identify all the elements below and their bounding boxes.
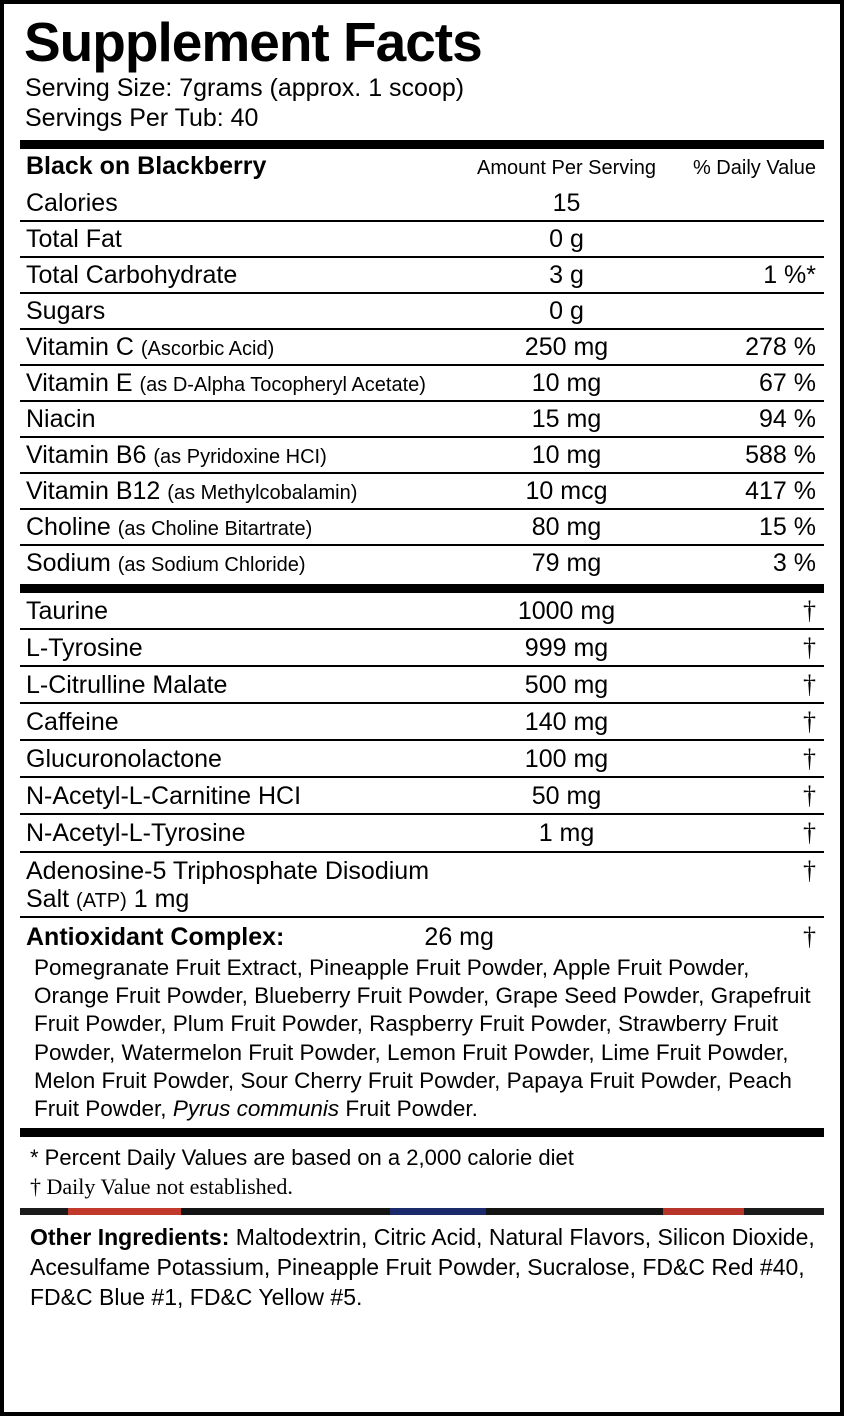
nutrient-sub: (as Sodium Chloride) bbox=[117, 553, 306, 576]
active-dv: † bbox=[674, 703, 824, 740]
nutrient-name: Total Carbohydrate bbox=[26, 260, 238, 289]
antioxidant-label: Antioxidant Complex: bbox=[26, 922, 285, 951]
color-bar-segment-blue bbox=[390, 1208, 486, 1215]
nutrient-name: Vitamin E bbox=[26, 368, 133, 397]
active-dv: † bbox=[674, 593, 824, 629]
table-row bbox=[20, 852, 824, 917]
table-row bbox=[20, 509, 824, 545]
nutrient-dv bbox=[674, 293, 824, 329]
nutrient-dv: 588 % bbox=[674, 437, 824, 473]
active-dv: † bbox=[674, 814, 824, 851]
nutrient-amount: 15 bbox=[459, 186, 674, 221]
active-name: L-Citrulline Malate bbox=[26, 671, 228, 700]
active-amount-inline: 1 mg bbox=[133, 884, 190, 913]
page-title: Supplement Facts bbox=[24, 11, 482, 73]
active-dv: † bbox=[674, 777, 824, 814]
nutrient-amount: 3 g bbox=[459, 257, 674, 293]
table-row bbox=[20, 629, 824, 666]
column-header-flavor: Black on Blackberry bbox=[26, 151, 267, 180]
active-sub: (ATP) bbox=[76, 889, 127, 912]
nutrient-amount: 0 g bbox=[459, 221, 674, 257]
servings-per-tub-line: Servings Per Tub: 40 bbox=[25, 103, 259, 132]
nutrient-sub: (Ascorbic Acid) bbox=[140, 337, 275, 360]
color-bar-segment-dark-4 bbox=[744, 1208, 824, 1215]
table-row bbox=[20, 666, 824, 703]
footnotes bbox=[20, 1137, 824, 1206]
nutrient-name: Sodium bbox=[26, 548, 111, 577]
nutrient-sub: (as Choline Bitartrate) bbox=[117, 517, 313, 540]
table-row bbox=[20, 186, 824, 221]
color-bar-segment-red bbox=[68, 1208, 181, 1215]
table-row bbox=[20, 545, 824, 580]
nutrient-name: Vitamin B12 bbox=[26, 476, 161, 505]
color-bar bbox=[20, 1208, 824, 1215]
actives-table bbox=[20, 593, 824, 918]
color-bar-segment-red-2 bbox=[663, 1208, 743, 1215]
nutrient-amount: 10 mg bbox=[459, 437, 674, 473]
active-dv: † bbox=[674, 852, 824, 917]
table-row bbox=[20, 740, 824, 777]
nutrient-amount: 0 g bbox=[459, 293, 674, 329]
nutrient-dv: 67 % bbox=[674, 365, 824, 401]
active-amount: 999 mg bbox=[459, 629, 674, 666]
active-amount: 50 mg bbox=[459, 777, 674, 814]
table-row bbox=[20, 593, 824, 629]
active-dv: † bbox=[674, 666, 824, 703]
nutrient-dv: 15 % bbox=[674, 509, 824, 545]
nutrient-dv: 94 % bbox=[674, 401, 824, 437]
antioxidant-ingredients bbox=[20, 952, 824, 1124]
nutrient-amount: 10 mg bbox=[459, 365, 674, 401]
nutrition-table bbox=[20, 149, 824, 580]
table-header-row bbox=[20, 149, 824, 186]
active-amount: 1000 mg bbox=[459, 593, 674, 629]
table-row bbox=[20, 221, 824, 257]
nutrient-sub: (as D-Alpha Tocopheryl Acetate) bbox=[139, 373, 426, 396]
active-amount: 1 mg bbox=[459, 814, 674, 851]
other-ingredients-text: Maltodextrin, Citric Acid, Natural Flavors, Silicon Dioxide, Acesulfame Potassium, Pineapple Fruit Powder, Sucralose, FD&C Red #40, FD&C Blue #1, FD&C Yellow #5. bbox=[30, 1224, 815, 1310]
active-amount-blank bbox=[459, 852, 674, 917]
active-name: Caffeine bbox=[26, 708, 119, 737]
table-row bbox=[20, 257, 824, 293]
nutrient-name: Vitamin B6 bbox=[26, 440, 147, 469]
nutrient-dv: 278 % bbox=[674, 329, 824, 365]
nutrient-amount: 10 mcg bbox=[459, 473, 674, 509]
nutrient-name: Niacin bbox=[26, 404, 96, 433]
table-row bbox=[20, 473, 824, 509]
antioxidant-ingredients-post: Fruit Powder. bbox=[339, 1096, 478, 1122]
nutrient-sub: (as Methylcobalamin) bbox=[167, 481, 358, 504]
nutrient-amount: 15 mg bbox=[459, 401, 674, 437]
nutrient-amount: 79 mg bbox=[531, 548, 602, 577]
active-amount: 100 mg bbox=[459, 740, 674, 777]
footnote-star: * Percent Daily Values are based on a 2,000 calorie diet bbox=[30, 1144, 574, 1170]
table-row bbox=[20, 401, 824, 437]
serving-size-line: Serving Size: 7grams (approx. 1 scoop) bbox=[25, 73, 465, 102]
nutrient-name: Choline bbox=[26, 512, 111, 541]
table-row bbox=[20, 365, 824, 401]
nutrient-amount: 80 mg bbox=[459, 509, 674, 545]
divider-footnotes bbox=[20, 1128, 824, 1137]
nutrient-sub: (as Pyridoxine HCI) bbox=[153, 445, 327, 468]
active-name: N-Acetyl-L-Carnitine HCI bbox=[26, 782, 302, 811]
nutrient-name: Calories bbox=[26, 188, 118, 217]
table-row bbox=[20, 437, 824, 473]
table-row bbox=[20, 814, 824, 851]
antioxidant-ingredients-italic: Pyrus communis bbox=[172, 1096, 340, 1122]
divider-actives bbox=[20, 584, 824, 593]
color-bar-segment-dark-3 bbox=[486, 1208, 663, 1215]
antioxidant-complex-row bbox=[20, 922, 824, 952]
active-name: Adenosine-5 Triphosphate Disodium Salt bbox=[26, 856, 430, 913]
column-header-amount: Amount Per Serving bbox=[477, 156, 656, 179]
nutrient-name: Total Fat bbox=[26, 224, 122, 253]
color-bar-segment-dark bbox=[20, 1208, 68, 1215]
color-bar-segment-dark-2 bbox=[181, 1208, 390, 1215]
nutrient-dv bbox=[674, 186, 824, 221]
nutrient-dv: 3 % bbox=[772, 548, 816, 577]
antioxidant-dv: † bbox=[803, 921, 816, 951]
other-ingredients bbox=[20, 1215, 824, 1313]
active-amount: 140 mg bbox=[459, 703, 674, 740]
active-dv: † bbox=[674, 740, 824, 777]
antioxidant-ingredients-pre: Pomegranate Fruit Extract, Pineapple Fruit Powder, Apple Fruit Powder, Orange Fruit Powder, Blueberry Fruit Powder, Grape Seed Powder, Grapefruit Fruit Powder, Plum Fruit Powder, Raspberry Fruit Powder, Strawberry Fruit Powder, Watermelon Fruit Powder, Lemon Fruit Powder, Lime Fruit Powder, Melon Fruit Powder, Sour Cherry Fruit Powder, Papaya Fruit Powder, Peach Fruit Powder, bbox=[34, 954, 811, 1122]
table-row bbox=[20, 703, 824, 740]
table-row bbox=[20, 329, 824, 365]
nutrient-dv: 417 % bbox=[674, 473, 824, 509]
active-name: N-Acetyl-L-Tyrosine bbox=[26, 819, 246, 848]
active-amount: 500 mg bbox=[459, 666, 674, 703]
other-ingredients-label: Other Ingredients: bbox=[30, 1224, 230, 1250]
active-name: Glucuronolactone bbox=[26, 745, 222, 774]
table-row bbox=[20, 777, 824, 814]
footnote-dagger: † Daily Value not established. bbox=[30, 1174, 293, 1200]
nutrient-name: Sugars bbox=[26, 296, 106, 325]
nutrient-amount: 250 mg bbox=[459, 329, 674, 365]
nutrient-dv bbox=[674, 221, 824, 257]
nutrient-dv: 1 %* bbox=[674, 257, 824, 293]
nutrient-name: Vitamin C bbox=[26, 332, 134, 361]
column-header-dv: % Daily Value bbox=[692, 156, 816, 179]
table-row bbox=[20, 293, 824, 329]
active-dv: † bbox=[674, 629, 824, 666]
divider-top bbox=[20, 140, 824, 149]
antioxidant-amount: 26 mg bbox=[424, 922, 494, 951]
active-name: L-Tyrosine bbox=[26, 633, 143, 662]
active-name: Taurine bbox=[26, 596, 108, 625]
